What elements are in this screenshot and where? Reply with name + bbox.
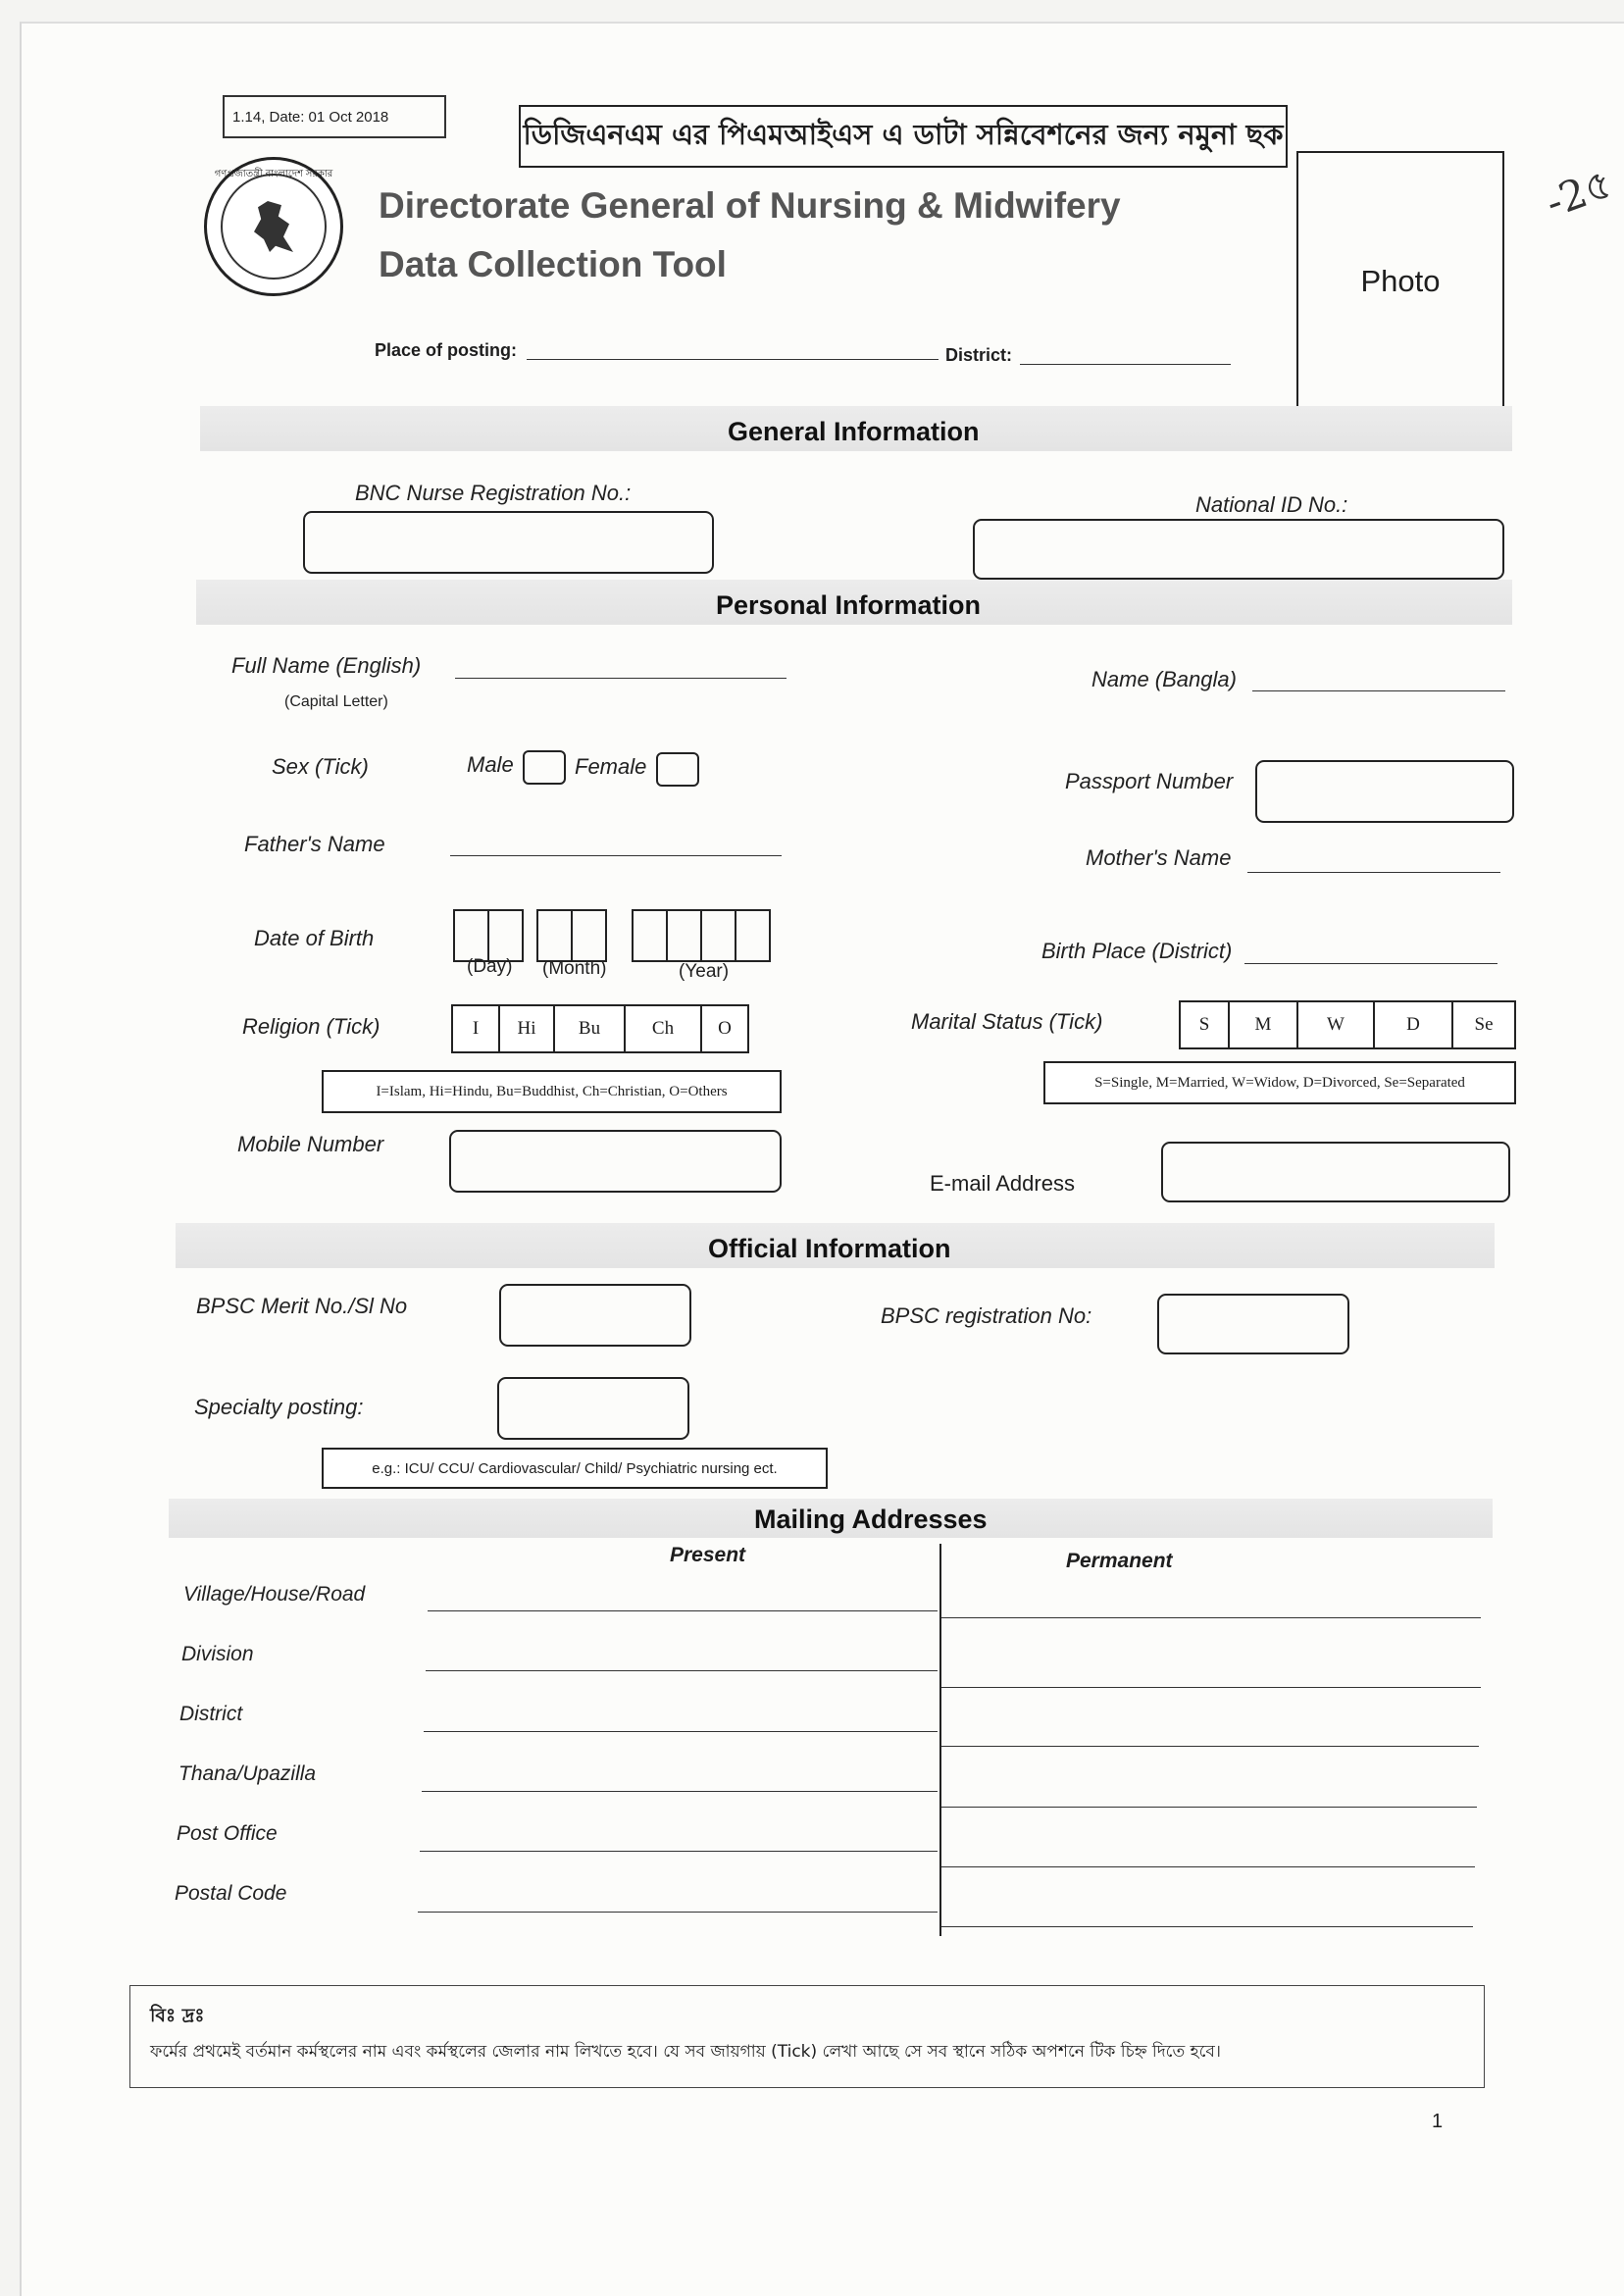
bpsc-reg-field[interactable] bbox=[1157, 1294, 1349, 1354]
permanent-district-field[interactable] bbox=[941, 1746, 1479, 1747]
father-label: Father's Name bbox=[244, 832, 385, 856]
email-field[interactable] bbox=[1161, 1142, 1510, 1202]
birthplace-field[interactable] bbox=[1244, 963, 1497, 964]
name-bangla-field[interactable] bbox=[1252, 690, 1505, 691]
permanent-label: Permanent bbox=[1066, 1550, 1173, 1572]
religion-legend: I=Islam, Hi=Hindu, Bu=Buddhist, Ch=Christian, O=Others bbox=[322, 1070, 782, 1113]
bnc-field[interactable] bbox=[303, 511, 714, 574]
merit-field[interactable] bbox=[499, 1284, 691, 1347]
permanent-postal-code-field[interactable] bbox=[941, 1926, 1473, 1927]
mother-field[interactable] bbox=[1247, 872, 1500, 873]
marital-option-single[interactable]: S bbox=[1181, 1002, 1230, 1047]
subtitle: Data Collection Tool bbox=[379, 244, 727, 284]
specialty-field[interactable] bbox=[497, 1377, 689, 1440]
address-row-label-post-office: Post Office bbox=[177, 1822, 278, 1845]
sex-label: Sex (Tick) bbox=[272, 754, 369, 779]
present-post-office-field[interactable] bbox=[420, 1851, 938, 1852]
marital-label: Marital Status (Tick) bbox=[911, 1009, 1103, 1034]
religion-option-others[interactable]: O bbox=[718, 1018, 732, 1039]
male-checkbox[interactable] bbox=[523, 750, 566, 785]
passport-field[interactable] bbox=[1255, 760, 1514, 823]
bangladesh-map-icon bbox=[254, 201, 293, 252]
religion-option-christian[interactable]: Ch bbox=[626, 1006, 702, 1051]
permanent-village-field[interactable] bbox=[941, 1617, 1481, 1618]
birthplace-label: Birth Place (District) bbox=[1041, 939, 1233, 963]
bangla-title: ডিজিএনএম এর পিএমআইএস এ ডাটা সন্নিবেশনের জন্য নমুনা ছক bbox=[523, 117, 1284, 151]
general-title: General Information bbox=[728, 417, 980, 446]
note-box bbox=[129, 1985, 1485, 2088]
nid-label: National ID No.: bbox=[1195, 492, 1348, 517]
note-text: ফর্মের প্রথমেই বর্তমান কর্মস্থলের নাম এবং কর্মস্থলের জেলার নাম লিখতে হবে। যে সব জায়গায় (Tick) লেখা আছে সে সব স্থানে সঠিক অপশনে টিক চিহ্ন দিতে হবে। bbox=[150, 2042, 1221, 2062]
present-division-field[interactable] bbox=[426, 1670, 938, 1671]
place-of-posting-label: Place of posting: bbox=[375, 340, 518, 360]
seal-text: গণপ্রজাতন্ত্রী বাংলাদেশ সরকার bbox=[214, 169, 333, 179]
address-row-label-postal-code: Postal Code bbox=[175, 1882, 287, 1905]
org-title: Directorate General of Nursing & Midwifery bbox=[379, 185, 1121, 226]
marital-options bbox=[1179, 1000, 1516, 1049]
present-postal-code-field[interactable] bbox=[418, 1912, 938, 1913]
personal-title: Personal Information bbox=[716, 590, 982, 620]
passport-label: Passport Number bbox=[1065, 769, 1234, 793]
email-label: E-mail Address bbox=[930, 1171, 1075, 1196]
district-field[interactable] bbox=[1020, 364, 1231, 365]
permanent-thana-field[interactable] bbox=[941, 1807, 1477, 1808]
marital-option-separated[interactable]: Se bbox=[1474, 1014, 1494, 1035]
bangla-title-box bbox=[519, 105, 1288, 168]
dob-year-boxes[interactable] bbox=[632, 909, 771, 962]
mailing-title: Mailing Addresses bbox=[754, 1505, 988, 1534]
permanent-division-field[interactable] bbox=[941, 1687, 1481, 1688]
present-village-field[interactable] bbox=[428, 1610, 938, 1611]
female-checkbox[interactable] bbox=[656, 752, 699, 787]
capital-note: (Capital Letter) bbox=[284, 693, 388, 710]
address-row-label-village: Village/House/Road bbox=[183, 1583, 366, 1606]
dob-label: Date of Birth bbox=[254, 926, 375, 950]
mobile-field[interactable] bbox=[449, 1130, 782, 1193]
dob-day-boxes[interactable] bbox=[453, 909, 524, 962]
male-label: Male bbox=[467, 752, 514, 777]
address-row-label-division: Division bbox=[181, 1643, 254, 1665]
religion-label: Religion (Tick) bbox=[242, 1014, 381, 1039]
handwritten-mark: -2৫ bbox=[1539, 159, 1619, 228]
full-name-field[interactable] bbox=[455, 678, 787, 679]
specialty-label: Specialty posting: bbox=[194, 1395, 364, 1419]
dob-month-boxes[interactable] bbox=[536, 909, 607, 962]
religion-option-islam[interactable]: I bbox=[453, 1006, 500, 1051]
religion-option-hindu[interactable]: Hi bbox=[500, 1006, 555, 1051]
name-bangla-label: Name (Bangla) bbox=[1091, 667, 1237, 691]
mother-label: Mother's Name bbox=[1086, 845, 1232, 870]
page-number: 1 bbox=[1432, 2111, 1444, 2132]
month-label: (Month) bbox=[542, 958, 607, 979]
merit-label: BPSC Merit No./Sl No bbox=[196, 1294, 408, 1318]
permanent-post-office-field[interactable] bbox=[941, 1866, 1475, 1867]
note-heading: বিঃ দ্রঃ bbox=[150, 2005, 205, 2026]
marital-option-married[interactable]: M bbox=[1230, 1002, 1298, 1047]
full-name-label: Full Name (English) bbox=[231, 653, 422, 678]
nid-field[interactable] bbox=[973, 519, 1504, 580]
form-page bbox=[20, 22, 1624, 2296]
religion-option-buddhist[interactable]: Bu bbox=[555, 1006, 626, 1051]
bpsc-reg-label: BPSC registration No: bbox=[881, 1303, 1092, 1328]
address-divider bbox=[939, 1544, 941, 1936]
photo-label: Photo bbox=[1360, 263, 1441, 298]
government-seal bbox=[204, 157, 343, 296]
specialty-example: e.g.: ICU/ CCU/ Cardiovascular/ Child/ Psychiatric nursing ect. bbox=[322, 1448, 828, 1489]
photo-box[interactable] bbox=[1296, 151, 1504, 411]
marital-legend: S=Single, M=Married, W=Widow, D=Divorced, Se=Separated bbox=[1043, 1061, 1516, 1104]
marital-option-widow[interactable]: W bbox=[1298, 1002, 1375, 1047]
official-title: Official Information bbox=[708, 1234, 951, 1263]
mobile-label: Mobile Number bbox=[237, 1132, 384, 1156]
present-thana-field[interactable] bbox=[422, 1791, 938, 1792]
day-label: (Day) bbox=[467, 956, 513, 977]
marital-option-divorced[interactable]: D bbox=[1375, 1002, 1453, 1047]
place-of-posting-field[interactable] bbox=[527, 359, 939, 360]
present-label: Present bbox=[670, 1544, 746, 1566]
address-row-label-thana: Thana/Upazilla bbox=[178, 1762, 317, 1785]
present-district-field[interactable] bbox=[424, 1731, 938, 1732]
bnc-label: BNC Nurse Registration No.: bbox=[355, 481, 632, 505]
district-label: District: bbox=[945, 345, 1013, 365]
year-label: (Year) bbox=[679, 961, 730, 982]
religion-options bbox=[451, 1004, 749, 1053]
father-field[interactable] bbox=[450, 855, 782, 856]
address-row-label-district: District bbox=[179, 1703, 243, 1725]
female-label: Female bbox=[575, 754, 647, 779]
version-stamp: 1.14, Date: 01 Oct 2018 bbox=[223, 95, 446, 138]
